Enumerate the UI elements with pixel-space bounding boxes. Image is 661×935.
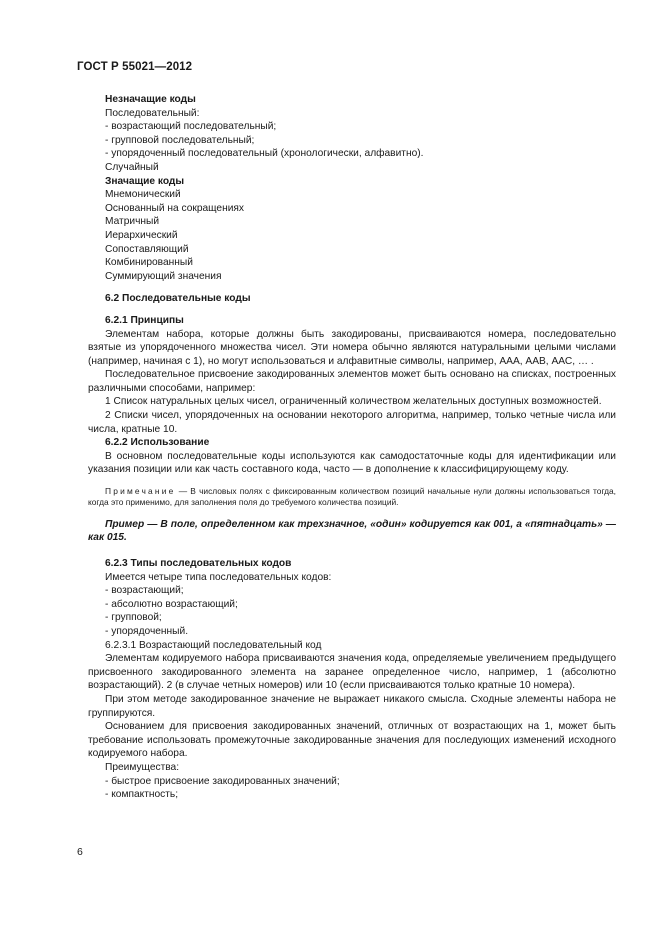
paragraph: 2 Списки чисел, упорядоченных на основании некоторого алгоритма, например, только четные числа или числа, кратные 10. bbox=[88, 410, 616, 435]
list-item: Сопоставляющий bbox=[105, 243, 189, 255]
section-6-2-1-title: 6.2.1 Принципы bbox=[105, 314, 184, 326]
note-text: — В числовых полях с фиксированным количеством позиций начальные нули должны использоваться тогда, когда это применимо, для заполнения поля до требуемого количества позиций. bbox=[88, 486, 616, 508]
note-paragraph bbox=[88, 486, 616, 509]
list-item: - быстрое присвоение закодированных значений; bbox=[105, 775, 340, 787]
random-label: Случайный bbox=[105, 161, 159, 173]
paragraph: При этом методе закодированное значение не выражает никакого смысла. Сходные элементы набора не группируются. bbox=[88, 693, 616, 719]
list-item: - групповой; bbox=[105, 612, 162, 624]
list-item: Комбинированный bbox=[105, 257, 193, 269]
paragraph: В основном последовательные коды используются как самодостаточные коды для идентификации или указания позиции или как часть составного кода, часто — в дополнение к классифицирующему коду. bbox=[88, 450, 616, 476]
example-paragraph: Пример — В поле, определенном как трехзначное, «один» кодируется как 001, а «пятнадцать» — как 015. bbox=[88, 518, 616, 544]
list-item: - компактность; bbox=[105, 789, 179, 801]
list-item: Суммирующий значения bbox=[105, 270, 222, 282]
list-item: - упорядоченный. bbox=[105, 626, 189, 637]
list-item: Основанный на сокращениях bbox=[105, 202, 245, 214]
subsection-6-2-3-1-title: 6.2.3.1 Возрастающий последовательный код bbox=[105, 639, 322, 651]
list-item: - возрастающий последовательный; bbox=[105, 121, 277, 133]
sequential-label: Последовательный: bbox=[105, 107, 200, 119]
paragraph: Основанием для присвоения закодированных значений, отличных от возрастающих на 1, может быть требование использовать промежуточные закодированные значения для последующих изменений исходного кодируемого набора. bbox=[88, 721, 616, 760]
paragraph: Последовательное присвоение закодированных элементов может быть основано на списках, построенных различными способами, например: bbox=[88, 369, 616, 394]
section-6-2-title: 6.2 Последовательные коды bbox=[105, 293, 251, 305]
paragraph: Имеется четыре типа последовательных кодов: bbox=[105, 571, 332, 583]
page-number: 6 bbox=[77, 846, 83, 858]
significant-codes-title: Значащие коды bbox=[105, 175, 185, 187]
list-item: - упорядоченный последовательный (хронологически, алфавитно). bbox=[105, 148, 424, 160]
list-item: Мнемонический bbox=[105, 189, 181, 201]
list-item: Иерархический bbox=[105, 229, 178, 241]
section-6-2-2-title: 6.2.2 Использование bbox=[105, 437, 210, 449]
list-item: - групповой последовательный; bbox=[105, 134, 255, 146]
list-item: - возрастающий; bbox=[105, 585, 184, 597]
paragraph: Элементам кодируемого набора присваиваются значения кода, определяемые увеличением предыдущего присвоенного закодированного элемента на заранее определенное число, например, 1 (абсолютно возрастающий). 2 (в случае четных номеров) или 10 (если присваиваются только кратные 10 номера). bbox=[88, 653, 616, 692]
advantages-label: Преимущества: bbox=[105, 761, 180, 773]
paragraph: Элементам набора, которые должны быть закодированы, присваиваются номера, последовательно взятые из упорядоченного множества чисел. Эти номера обычно являются натуральными целыми числами (например, начиная с 1), но могут использоваться и алфавитные символы, например, ААА, ААВ, ААС, … . bbox=[88, 328, 616, 367]
note-label: Примечание bbox=[105, 486, 176, 497]
list-item: - абсолютно возрастающий; bbox=[105, 598, 238, 610]
section-6-2-3-title: 6.2.3 Типы последовательных кодов bbox=[105, 558, 292, 570]
list-item: Матричный bbox=[105, 216, 160, 228]
document-header: ГОСТ Р 55021—2012 bbox=[77, 61, 193, 73]
paragraph: 1 Список натуральных целых чисел, ограниченный количеством желательных доступных возможностей. bbox=[105, 396, 602, 408]
non-significant-codes-title: Незначащие коды bbox=[105, 94, 196, 105]
document-body bbox=[88, 93, 616, 802]
